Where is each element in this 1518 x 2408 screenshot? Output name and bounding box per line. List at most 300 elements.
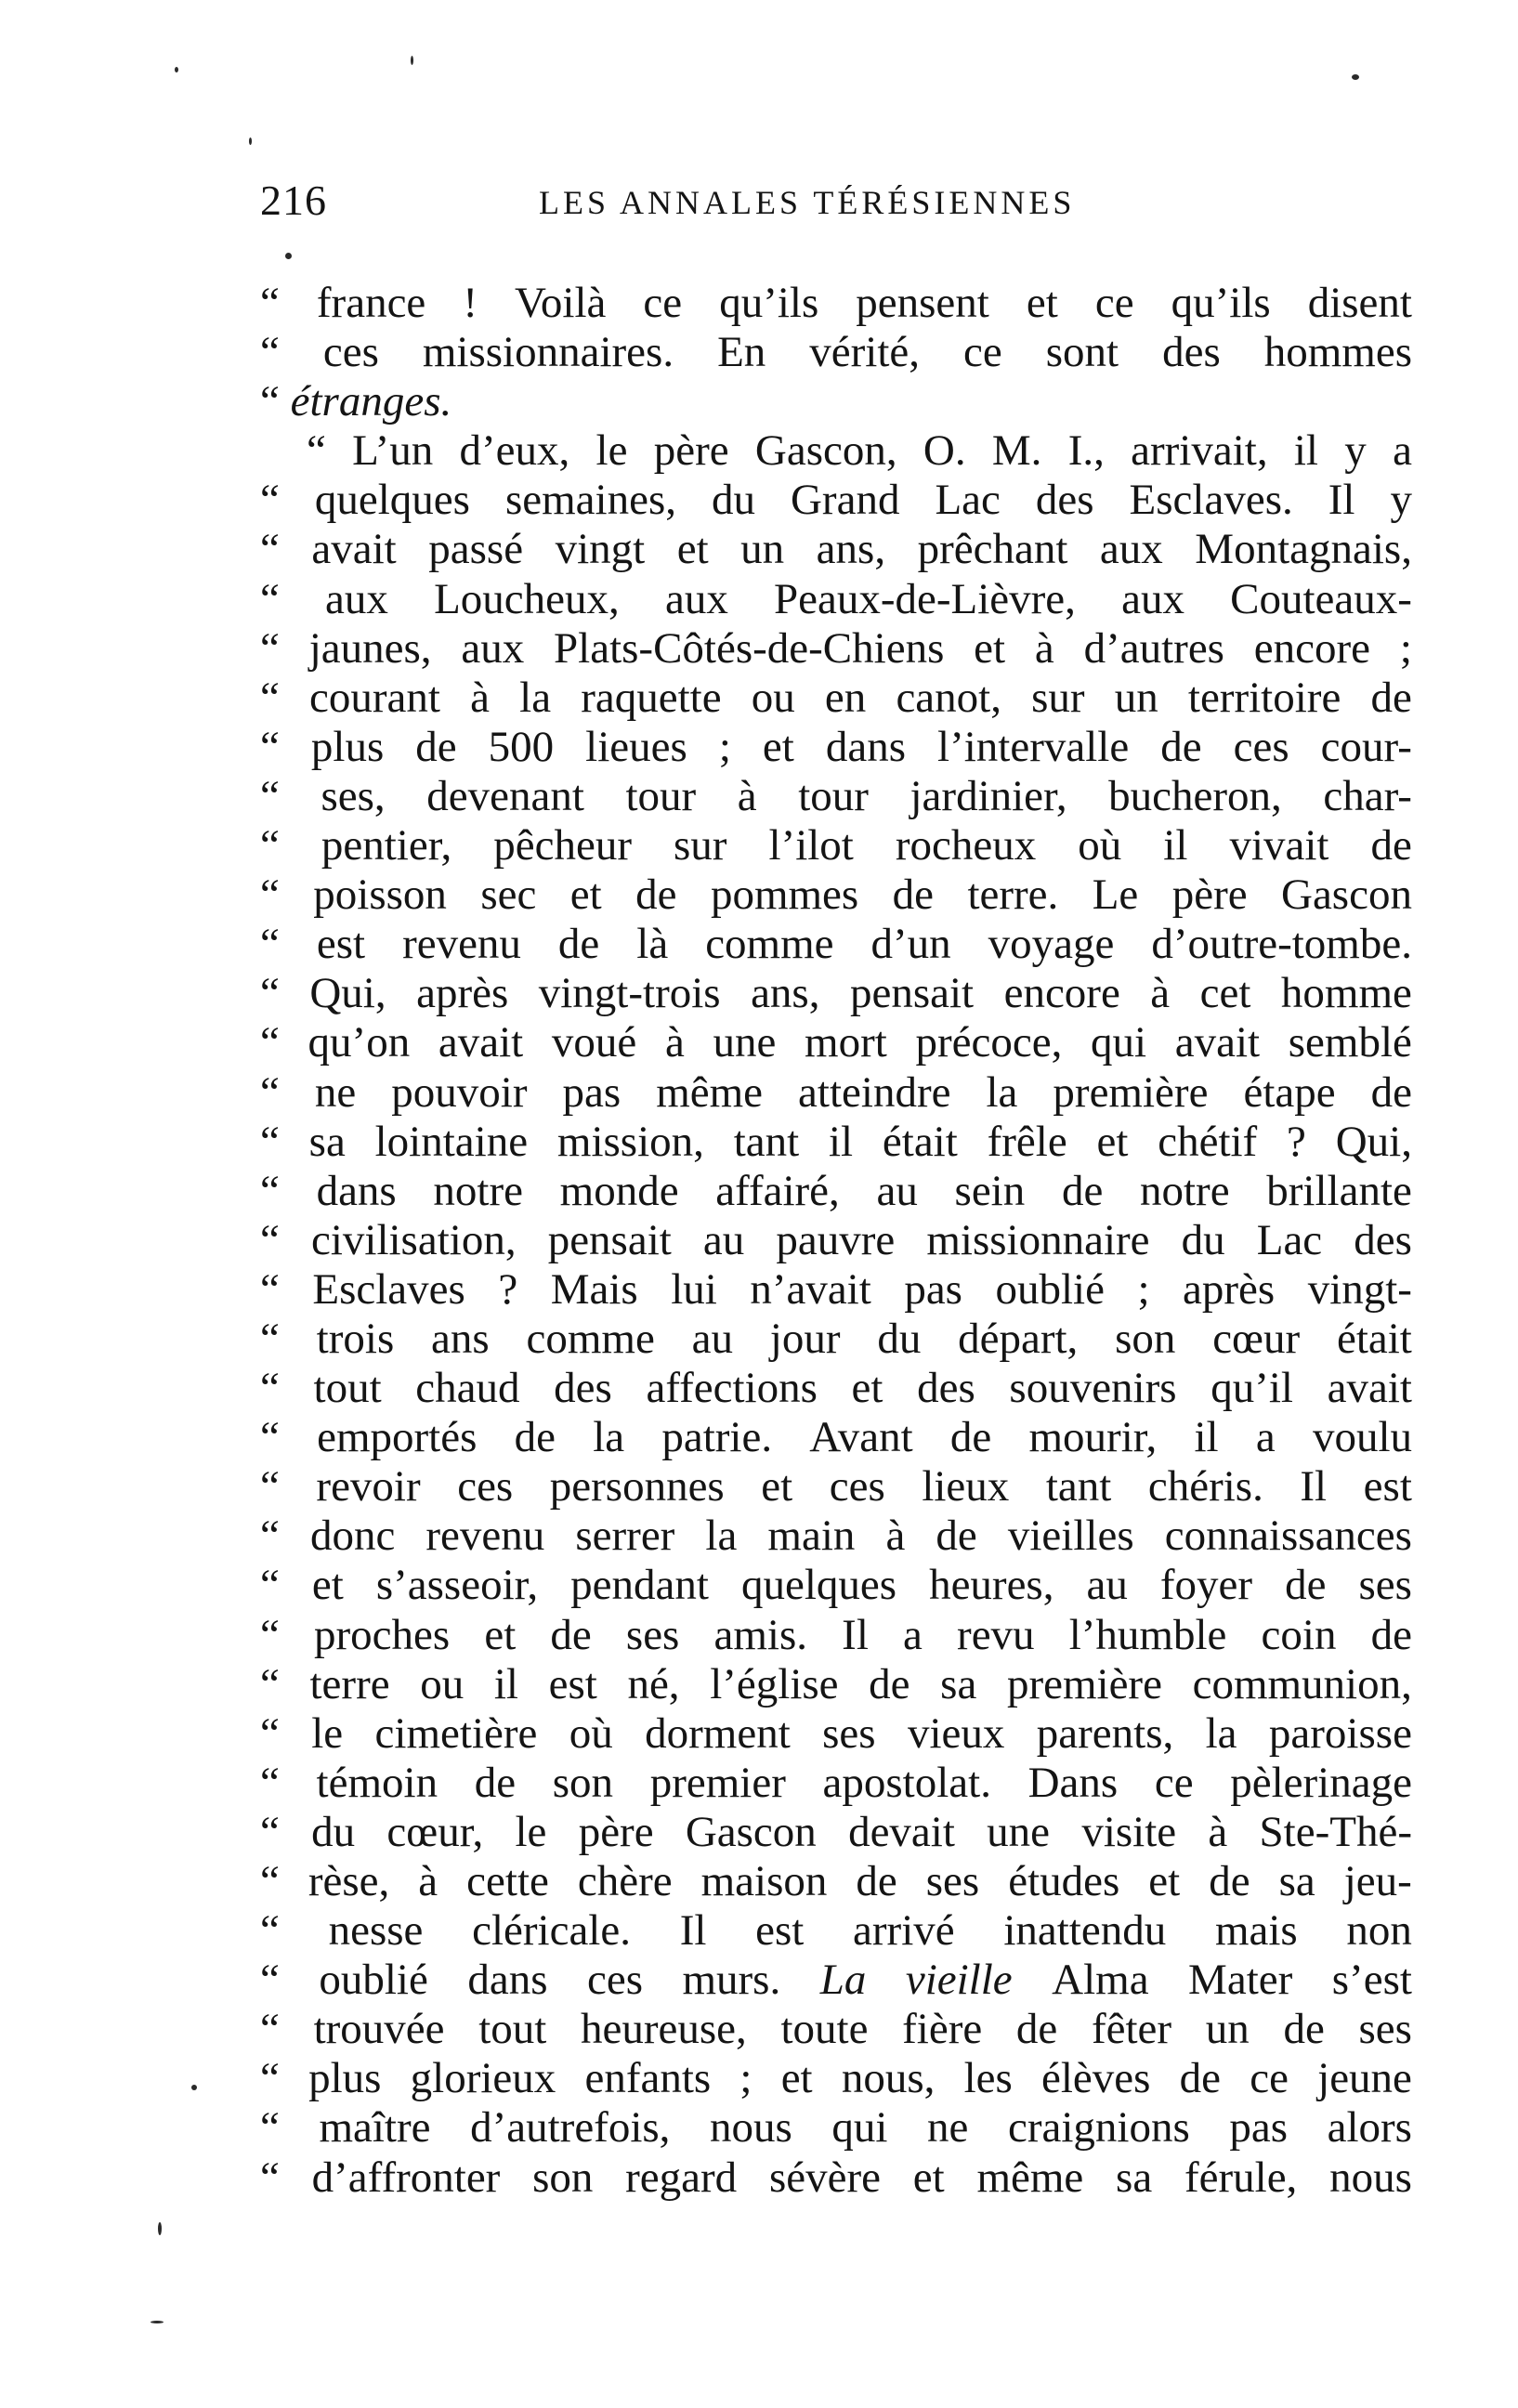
word: né, [627,1659,680,1708]
word: la [705,1512,738,1561]
word: vingt [555,525,646,574]
word: sa [1116,2153,1153,2202]
word: “ [260,1659,280,1708]
word: là [636,920,669,969]
text-line [260,1808,1412,1857]
word: jardinier, [909,771,1067,820]
word: et [1026,279,1058,327]
word: la [986,1067,1018,1117]
body-text [260,279,1412,2203]
word: I., [1067,426,1105,476]
word: emportés [317,1413,478,1462]
word: de [1370,1067,1412,1117]
word: pensait [547,1215,672,1264]
word: “ [260,1807,280,1856]
word: connaissances [1164,1512,1412,1561]
word: plus [308,2054,382,2103]
word: maison [700,1857,828,1905]
word: “ [260,722,280,771]
word: ; [1137,1264,1150,1314]
word: rèse, [308,1857,390,1905]
word: trois [316,1314,395,1363]
word: “ [260,1610,280,1659]
word: où [1078,821,1122,870]
word: de [415,722,457,771]
word: le [311,1708,344,1758]
word: Lac [1256,1215,1323,1264]
word: vingt- [1307,1264,1412,1314]
text-line [260,1018,1412,1067]
text-line [260,1413,1412,1462]
word: Mater [1188,1956,1293,2005]
word: pauvre [776,1215,896,1264]
word: La [819,1956,867,2005]
word: et [974,623,1006,673]
word: brillante [1266,1166,1412,1215]
word: “ [260,1708,280,1758]
word: sont [1045,328,1119,377]
word: ; [718,722,731,771]
word: un [1205,2005,1250,2054]
word: première [1006,1659,1162,1708]
word: cet [1199,969,1251,1018]
word: affairé, [715,1166,840,1215]
word: sa [1278,1857,1315,1905]
text-line [260,328,1412,377]
word: foyer [1159,1561,1253,1610]
word: Plats-Côtés-de-Chiens [554,623,945,673]
word: qu’on [308,1018,411,1067]
word: des [554,1364,612,1413]
word: vingt-trois [538,969,721,1018]
text-line [260,969,1412,1018]
text-line [260,476,1412,525]
word: à [737,771,757,820]
word: vérité, [809,328,921,377]
word: homme [1280,969,1412,1018]
word: “ [260,1067,280,1117]
word: vivait [1229,821,1329,870]
word: nous [710,2103,792,2153]
word: “ [260,969,280,1018]
word: rocheux [895,821,1037,870]
word: revu [957,1610,1035,1659]
word: de [1015,2005,1058,2054]
word: sec [480,870,537,920]
text-line [260,1364,1412,1413]
word: père [1171,870,1248,920]
word: “ [260,279,280,327]
word: ; [739,2054,752,2103]
word: france [316,279,426,327]
word: une [987,1807,1051,1856]
word: ne [927,2103,969,2153]
word: main [767,1512,856,1561]
word: qu’il [1210,1364,1293,1413]
word: ce [1154,1758,1194,1807]
text-line [260,1906,1412,1956]
word: ? [1287,1117,1306,1166]
word: disent [1307,279,1412,327]
word: jaunes, [308,623,432,673]
word: pensait [849,969,975,1018]
word: tour [625,771,697,820]
word: et [676,525,709,574]
word: première [1053,1067,1209,1117]
word: est [1363,1462,1412,1512]
word: tant [733,1117,800,1166]
text-line [260,2054,1412,2103]
word: “ [260,1018,280,1067]
word: premier [649,1758,786,1807]
word: territoire [1187,673,1341,722]
word: quelques [314,476,470,525]
word: et [851,1364,883,1413]
word: “ [260,1462,280,1512]
word: devait [848,1807,955,1856]
text-line [260,772,1412,821]
text-line [260,674,1412,723]
word: des [1162,328,1221,377]
word: à [664,1018,685,1067]
word: trouvée [313,2005,445,2054]
word: chétif [1158,1117,1258,1166]
word: amis. [713,1610,808,1659]
word: où [569,1708,613,1758]
word: “ [260,1512,280,1561]
word: tour [798,771,869,820]
word: semaines, [504,476,676,525]
word: aux [461,623,525,673]
word: avait [311,525,397,574]
word: personnes [549,1462,725,1512]
word: pentier, [321,821,452,870]
word: jour [769,1314,841,1363]
text-line [260,1759,1412,1808]
word: ce [643,279,683,327]
word: lointaine [374,1117,529,1166]
word: sein [954,1166,1026,1215]
word: dans [825,722,906,771]
word: ce [1250,2054,1289,2103]
word: il [493,1659,518,1708]
word: “ [260,2103,280,2153]
word: “ [260,2153,280,2202]
word: voué [551,1018,637,1067]
word: notre [1140,1166,1230,1215]
text-line [260,2005,1412,2054]
word: mais [1214,1906,1298,1956]
word: d’autres [1083,623,1224,673]
word: arrivait, [1131,426,1268,476]
word: qu’ils [719,279,819,327]
word: prêchant [917,525,1068,574]
word: Mais [550,1264,638,1314]
text-line [260,624,1412,674]
page-header [260,175,1412,227]
scan-speck [158,2222,162,2235]
word: et [762,722,794,771]
word: étape [1243,1067,1336,1117]
text-line [260,279,1412,328]
word: souvenirs [1009,1364,1177,1413]
word: “ [307,426,326,476]
word: “ [260,1264,280,1314]
word: avait [1327,1364,1412,1413]
word: “ [260,574,280,623]
word: glorieux [410,2054,556,2103]
word: inattendu [1003,1906,1167,1956]
word: ses, [321,771,386,820]
word: Qui, [1335,1117,1412,1166]
word: et [1148,1857,1181,1905]
word: Peaux-de-Lièvre, [774,574,1076,623]
word: à [1208,1807,1228,1856]
word: Gascon, [754,426,897,476]
word: et [1096,1117,1129,1166]
word: de [949,1413,992,1462]
word: comme [705,920,834,969]
word: heures, [929,1561,1054,1610]
word: études [1008,1857,1120,1905]
word: atteindre [798,1067,951,1117]
word: les [963,2054,1013,2103]
word: “ [260,525,280,574]
word: ses [1358,1561,1412,1610]
word: et [569,870,602,920]
word: pommes [710,870,859,920]
word: tant [1045,1462,1112,1512]
word: chère [577,1857,673,1905]
word: revenu [402,920,521,969]
word: a [1255,1413,1276,1462]
word: en [824,673,867,722]
text-line [260,1216,1412,1265]
word: courant [309,673,440,722]
word: sa [940,1659,977,1708]
text-line [260,1561,1412,1610]
word: sévère [768,2153,881,2202]
word: ces [322,328,379,377]
word: des [1035,476,1094,525]
word: pouvoir [391,1067,528,1117]
word: de [856,1857,897,1905]
word: et [780,2054,813,2103]
word: revenu [425,1512,545,1561]
word: “ [260,821,280,870]
word: d’outre-tombe. [1151,920,1412,969]
word: Couteaux- [1230,574,1412,623]
word: a [1393,426,1412,476]
word: raquette [581,673,722,722]
word: est [548,1659,597,1708]
text-line [260,1512,1412,1561]
word: de [1209,1857,1250,1905]
text-line [260,2103,1412,2153]
word: aux [1121,574,1184,623]
word: devenant [426,771,584,820]
word: n’avait [750,1264,871,1314]
word: Alma [1052,1956,1149,2005]
word: de [1061,1166,1104,1215]
word: char- [1323,771,1412,820]
scan-speck [150,2321,164,2323]
word: s’est [1331,1956,1412,2005]
word: au [702,1215,745,1264]
word: pendant [570,1561,709,1610]
word: “ [260,1117,280,1166]
word: cimetière [374,1708,538,1758]
word: cœur [1212,1314,1301,1363]
word: même [656,1067,764,1117]
word: “ [260,623,280,673]
word: de [936,1512,977,1561]
word: de [869,1659,910,1708]
word: de [1283,2005,1325,2054]
word: chaud [415,1364,520,1413]
word: de [892,870,935,920]
word: la [593,1413,625,1462]
word: affections [646,1364,818,1413]
word: hommes [1263,328,1412,377]
word: était [882,1117,958,1166]
running-title: LES ANNALES TÉRÉSIENNES [539,184,1076,221]
word: ses [925,1857,980,1905]
word: “ [260,771,280,820]
word: et [484,1610,517,1659]
word: qui [831,2103,888,2153]
text-line [260,2153,1412,2203]
word: Loucheux, [434,574,620,623]
scan-speck [1352,74,1359,80]
word: communion, [1192,1659,1412,1708]
word: enfants [584,2054,712,2103]
word: du [877,1314,922,1363]
word: plus [310,722,385,771]
word: y [1390,476,1412,525]
word: parents, [1036,1708,1174,1758]
word: Qui, [309,969,386,1018]
word: de [635,870,677,920]
word: avait [438,1018,524,1067]
word: au [1086,1561,1128,1610]
word: mourir, [1028,1413,1158,1462]
word: voyage [988,920,1115,969]
word: tout [478,2005,547,2054]
word: l’intervalle [937,722,1130,771]
word: qu’ils [1171,279,1271,327]
word: oublié [995,1264,1105,1314]
word: d’un [870,920,951,969]
word: ans, [816,525,886,574]
word: de [1370,673,1412,722]
word: ans, [751,969,820,1018]
word: Montagnais, [1195,525,1412,574]
word: ce [963,328,1002,377]
word: poisson [313,870,447,920]
word: du [311,1807,356,1856]
word: même [976,2153,1084,2202]
word: d’affronter [311,2153,501,2202]
word: son [1115,1314,1176,1363]
word: M. [991,426,1042,476]
word: nous [1329,2153,1412,2202]
word: semblé [1288,1018,1412,1067]
word: de [1285,1561,1327,1610]
word: Ste-Thé- [1259,1807,1412,1856]
word: Esclaves. [1129,476,1293,525]
word: Dans [1027,1758,1119,1807]
word: fière [902,2005,983,2054]
word: d’autrefois, [470,2103,671,2153]
word: d’eux, [459,426,570,476]
word: jeune [1317,2054,1412,2103]
word: cléricale. [472,1906,631,1956]
word: à [470,673,490,722]
word: pas [904,1264,962,1314]
word: frêle [987,1117,1067,1166]
word: L’un [352,426,434,476]
word: fêter [1091,2005,1172,2054]
word: craignions [1007,2103,1190,2153]
word: aux [664,574,728,623]
word: nesse [328,1906,424,1956]
word: ce [1094,279,1134,327]
word: revoir [316,1462,421,1512]
word: père [653,426,729,476]
word: tout [313,1364,382,1413]
word: pensent [856,279,989,327]
word: ces [586,1956,643,2005]
word: précoce, [915,1018,1063,1067]
scan-speck [175,67,178,72]
word: ou [420,1659,465,1708]
word: et [761,1462,793,1512]
word: ces [829,1462,885,1512]
word: l’église [710,1659,839,1708]
word: vieilles [1007,1512,1134,1561]
word: élèves [1040,2054,1151,2103]
word: son [532,2153,594,2202]
word: donc [309,1512,396,1561]
word: vieille [905,1956,1013,2005]
word: une [713,1018,777,1067]
word: non [1346,1906,1412,1956]
text-line [260,1956,1412,2005]
word: Il [1328,476,1355,525]
word: canot, [896,673,1001,722]
word: missionnaire [926,1215,1150,1264]
word: il [828,1117,854,1166]
word: “ [260,673,280,722]
word: était [1336,1314,1412,1363]
word: qui [1091,1018,1147,1067]
word: le [595,426,628,476]
word: oublié [319,1956,428,2005]
word: étranges. [290,377,452,426]
word: Le [1092,870,1139,920]
word: ces [457,1462,514,1512]
word: férule, [1184,2153,1298,2202]
word: ans [431,1314,490,1363]
word: son [552,1758,614,1807]
word: après [416,969,509,1018]
word: ; [1399,623,1412,673]
scan-speck [285,253,292,259]
word: serrer [575,1512,675,1561]
word: il [1293,426,1318,476]
word: “ [260,870,280,920]
